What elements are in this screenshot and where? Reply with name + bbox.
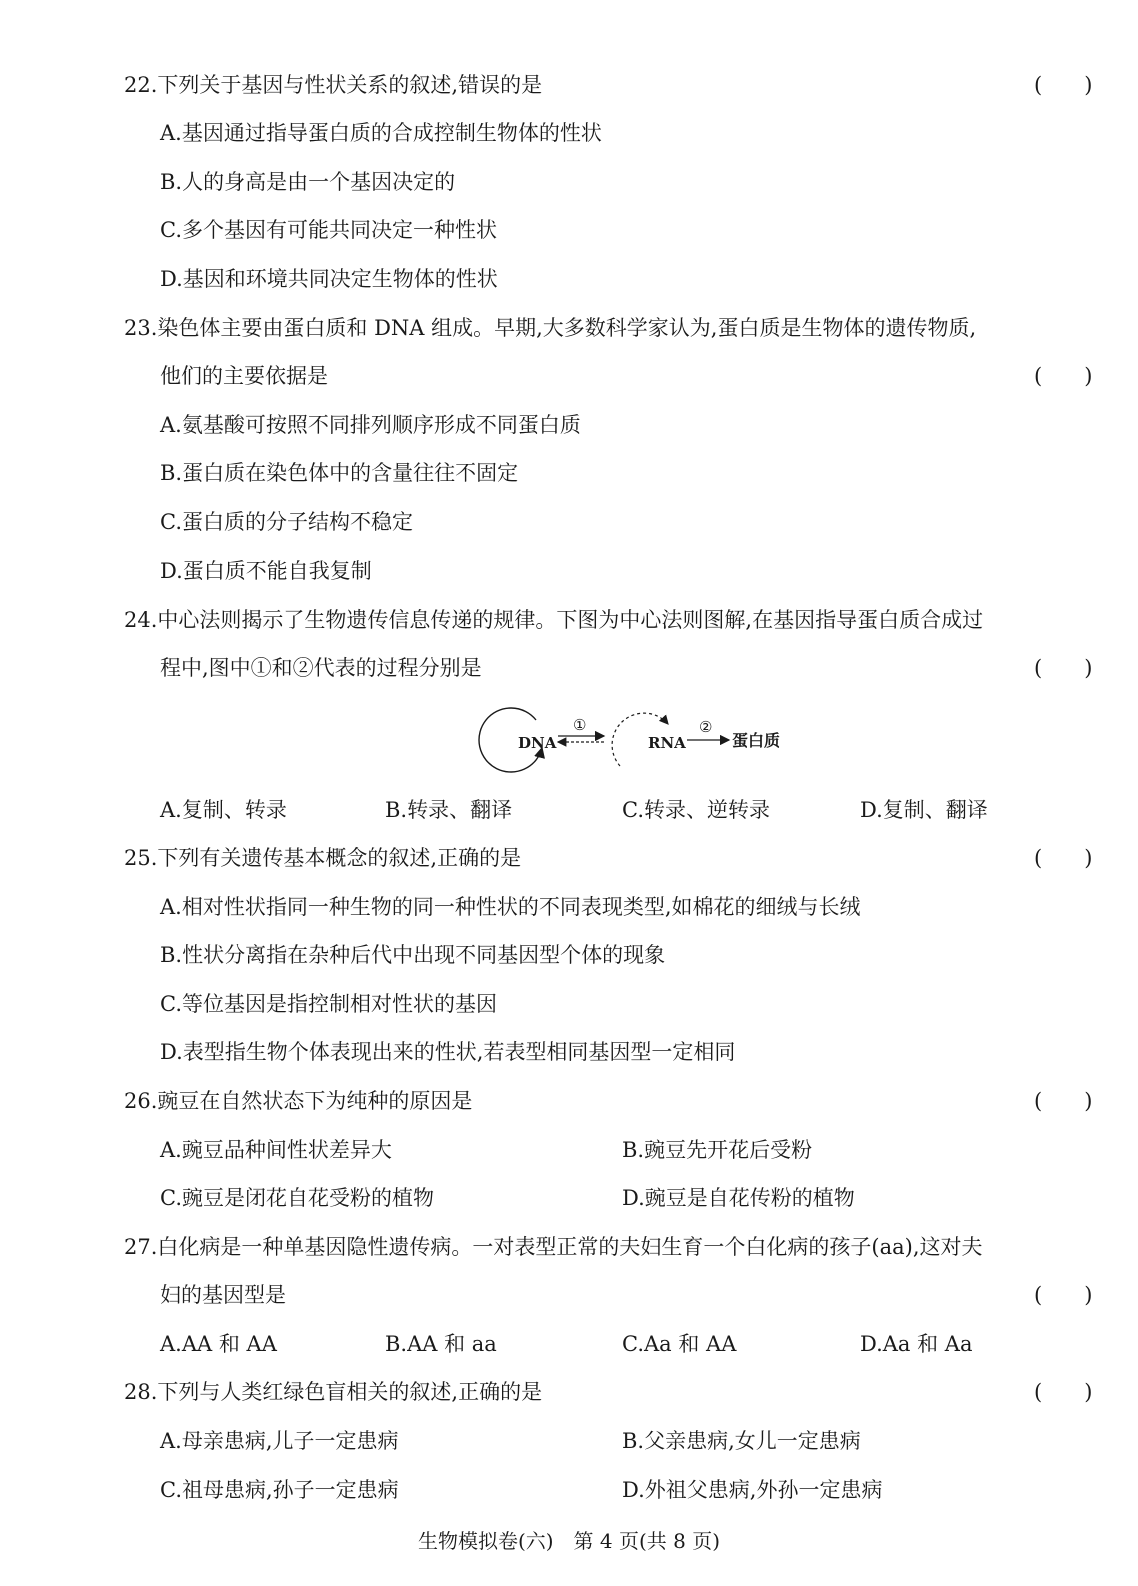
question-22-option-b: B.人的身高是由一个基因决定的: [160, 170, 456, 194]
question-27-option-d: D.Aa 和 Aa: [860, 1332, 973, 1356]
question-25-option-a: A.相对性状指同一种生物的同一种性状的不同表现类型,如棉花的细绒与长绒: [160, 895, 861, 919]
question-22-stem: 22.下列关于基因与性状关系的叙述,错误的是: [124, 73, 543, 97]
question-25-option-c: C.等位基因是指控制相对性状的基因: [160, 992, 497, 1016]
question-26-option-d: D.豌豆是自花传粉的植物: [622, 1186, 855, 1210]
question-27-option-c: C.Aa 和 AA: [622, 1332, 737, 1356]
question-28-option-d: D.外祖父患病,外孙一定患病: [622, 1478, 883, 1502]
question-24-option-d: D.复制、翻译: [860, 798, 988, 822]
question-26-stem: 26.豌豆在自然状态下为纯种的原因是: [124, 1089, 473, 1113]
question-27-stem-2: 妇的基因型是: [160, 1283, 286, 1307]
question-28-stem: 28.下列与人类红绿色盲相关的叙述,正确的是: [124, 1380, 543, 1404]
question-28-option-a: A.母亲患病,儿子一定患病: [160, 1429, 399, 1453]
question-23-stem-1: 23.染色体主要由蛋白质和 DNA 组成。早期,大多数科学家认为,蛋白质是生物体的遗传物质,: [124, 316, 977, 340]
question-24-option-b: B.转录、翻译: [385, 798, 513, 822]
question-22-option-d: D.基因和环境共同决定生物体的性状: [160, 267, 498, 291]
question-23-option-c: C.蛋白质的分子结构不稳定: [160, 510, 413, 534]
question-26-option-b: B.豌豆先开花后受粉: [622, 1138, 813, 1162]
answer-paren-28: ( ): [1034, 1380, 1093, 1404]
question-25-option-b: B.性状分离指在杂种后代中出现不同基因型个体的现象: [160, 943, 666, 967]
question-24-option-c: C.转录、逆转录: [622, 798, 770, 822]
question-24-stem-2: 程中,图中①和②代表的过程分别是: [160, 656, 482, 680]
answer-paren-24: ( ): [1034, 656, 1093, 680]
question-26-option-c: C.豌豆是闭花自花受粉的植物: [160, 1186, 434, 1210]
page-footer: 生物模拟卷(六) 第 4 页(共 8 页): [417, 1529, 721, 1553]
question-25-option-d: D.表型指生物个体表现出来的性状,若表型相同基因型一定相同: [160, 1040, 736, 1064]
answer-paren-27: ( ): [1034, 1283, 1093, 1307]
question-27-stem-1: 27.白化病是一种单基因隐性遗传病。一对表型正常的夫妇生育一个白化病的孩子(aa),这对夫: [124, 1235, 983, 1259]
answer-paren-23: ( ): [1034, 364, 1093, 388]
answer-paren-26: ( ): [1034, 1089, 1093, 1113]
question-23-stem-2: 他们的主要依据是: [160, 364, 328, 388]
central-dogma-diagram: [470, 700, 810, 790]
question-23-option-a: A.氨基酸可按照不同排列顺序形成不同蛋白质: [160, 413, 581, 437]
answer-paren-25: ( ): [1034, 846, 1093, 870]
rna-label: RNA: [648, 734, 686, 752]
question-24-stem-1: 24.中心法则揭示了生物遗传信息传递的规律。下图为中心法则图解,在基因指导蛋白质合成过: [124, 608, 984, 632]
question-28-option-c: C.祖母患病,孙子一定患病: [160, 1478, 399, 1502]
question-27-option-a: A.AA 和 AA: [160, 1332, 277, 1356]
question-22-option-c: C.多个基因有可能共同决定一种性状: [160, 218, 497, 242]
step-2-label: ②: [699, 718, 713, 736]
question-24-option-a: A.复制、转录: [160, 798, 287, 822]
question-22-stem-line: [0, 61, 1138, 109]
answer-paren-22: ( ): [1034, 73, 1093, 97]
question-26-option-a: A.豌豆品种间性状差异大: [160, 1138, 392, 1162]
question-23-option-d: D.蛋白质不能自我复制: [160, 559, 372, 583]
question-28-option-b: B.父亲患病,女儿一定患病: [622, 1429, 861, 1453]
question-27-option-b: B.AA 和 aa: [385, 1332, 497, 1356]
question-22-option-a: A.基因通过指导蛋白质的合成控制生物体的性状: [160, 121, 602, 145]
dna-label: DNA: [518, 734, 557, 752]
step-1-label: ①: [573, 716, 587, 734]
protein-label: 蛋白质: [732, 731, 781, 750]
question-23-option-b: B.蛋白质在染色体中的含量往往不固定: [160, 461, 519, 485]
question-25-stem: 25.下列有关遗传基本概念的叙述,正确的是: [124, 846, 522, 870]
